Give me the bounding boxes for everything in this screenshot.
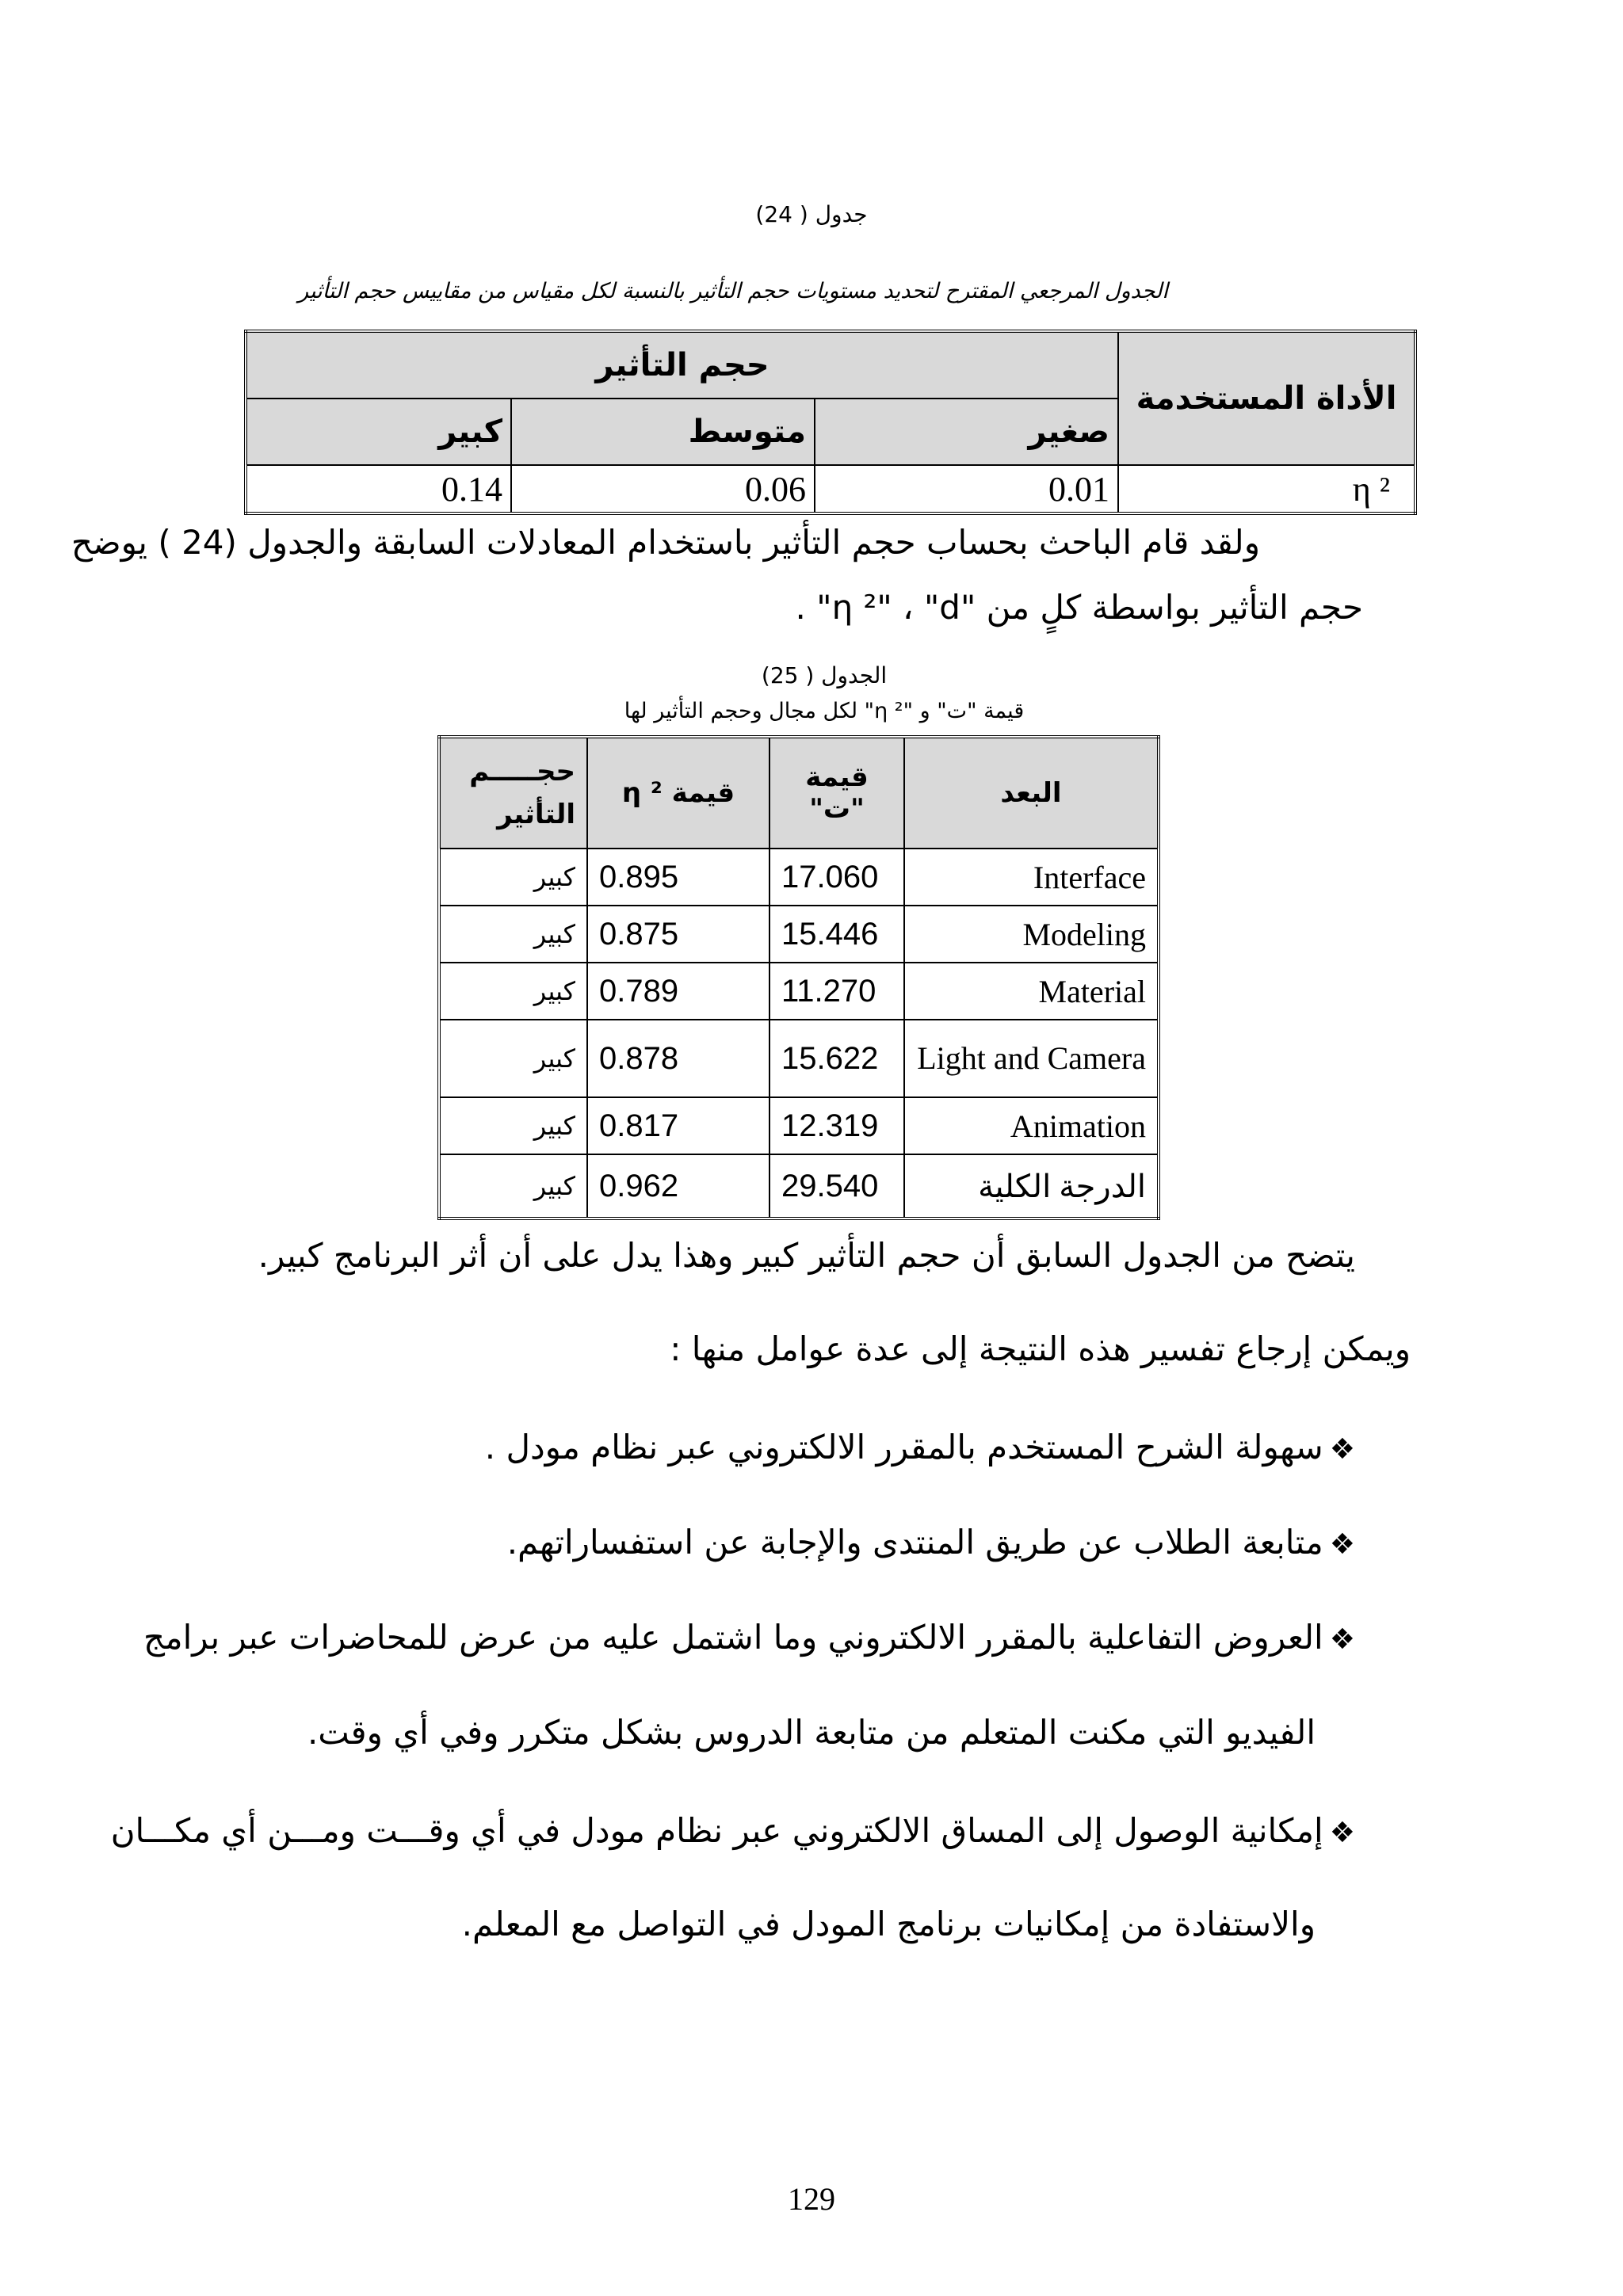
t-value-cell: 17.060 (769, 849, 904, 906)
tool-header: الأداة المستخدمة (1118, 331, 1415, 465)
large-value: 0.14 (246, 465, 511, 513)
eta-cell: 0.789 (587, 963, 769, 1020)
bullet-marker-icon: ❖ (1329, 1528, 1355, 1561)
large-header: كبير (246, 399, 511, 465)
bullet-marker-icon: ❖ (1329, 1623, 1355, 1656)
t-value-cell: 15.446 (769, 906, 904, 963)
bullet-continuation: والاستفادة من إمكانيات برنامج المودل في التواصل مع المعلم. (461, 1905, 1316, 1943)
table-row (439, 1097, 1159, 1154)
medium-header: متوسط (511, 399, 815, 465)
paragraph-line: ولقد قام الباحث بحساب حجم التأثير باستخدام المعادلات السابقة والجدول (24 ) يوضح (71, 523, 1260, 562)
table25-caption: قيمة "ت" و "η ²" لكل مجال وحجم التأثير لها (624, 699, 1025, 723)
effect-size-cell: كبير (439, 1020, 587, 1097)
paragraph: ويمكن إرجاع تفسير هذه النتيجة إلى عدة عوامل منها : (670, 1329, 1411, 1368)
t-value-cell: 15.622 (769, 1020, 904, 1097)
eta-cell: 0.895 (587, 849, 769, 906)
effect-size-cell: كبير (439, 906, 587, 963)
bullet-text: متابعة الطلاب عن طريق المنتدى والإجابة عن استفساراتهم. (506, 1523, 1323, 1562)
paragraph: يتضح من الجدول السابق أن حجم التأثير كبير وهذا يدل على أن أثر البرنامج كبير. (258, 1236, 1355, 1275)
dimension-cell: Interface (904, 849, 1159, 906)
small-value: 0.01 (815, 465, 1118, 513)
table-row (439, 963, 1159, 1020)
table-row (439, 849, 1159, 906)
bullet-item (111, 1811, 1355, 1850)
bullet-text: سهولة الشرح المستخدم بالمقرر الالكتروني عبر نظام مودل . (484, 1428, 1323, 1466)
table-row (439, 906, 1159, 963)
effect-size-cell: كبير (439, 1154, 587, 1219)
bullet-marker-icon: ❖ (1329, 1817, 1355, 1849)
effect-size-cell: كبير (439, 1097, 587, 1154)
bullet-item (485, 1428, 1355, 1466)
small-header: صغير (815, 399, 1118, 465)
t-value-cell: 12.319 (769, 1097, 904, 1154)
table-row (439, 1154, 1159, 1219)
t-value-cell: 29.540 (769, 1154, 904, 1219)
table24-number: جدول ( 24) (755, 201, 868, 227)
dimension-header: البعد (904, 737, 1159, 849)
page-number: 129 (788, 2181, 835, 2217)
dimension-cell: Animation (904, 1097, 1159, 1154)
table24-caption: الجدول المرجعي المقترح لتحديد مستويات حجم التأثير بالنسبة لكل مقياس من مقاييس حجم التأثير (298, 279, 1168, 303)
bullet-item (143, 1618, 1355, 1657)
eta-header: قيمة η ² (587, 737, 769, 849)
results-table (437, 735, 1160, 1220)
dimension-cell: Modeling (904, 906, 1159, 963)
bullet-marker-icon: ❖ (1329, 1433, 1355, 1466)
paragraph-line: حجم التأثير بواسطة كلٍ من "η ²" ، "d" . (795, 588, 1363, 627)
effect-size-header: حجـــــم التأثير (439, 737, 587, 849)
effect-size-cell: كبير (439, 963, 587, 1020)
bullet-text: إمكانية الوصول إلى المساق الالكتروني عبر نظام مودل في أي وقـــت ومـــن أي مكـــان (110, 1811, 1323, 1850)
dimension-cell: الدرجة الكلية (904, 1154, 1159, 1219)
t-value-header: قيمة "ت" (769, 737, 904, 849)
bullet-item (507, 1523, 1355, 1562)
tool-value: η ² (1118, 465, 1415, 513)
t-value-cell: 11.270 (769, 963, 904, 1020)
bullet-continuation: الفيديو التي مكنت المتعلم من متابعة الدروس بشكل متكرر وفي أي وقت. (307, 1713, 1316, 1752)
reference-table (244, 330, 1417, 515)
bullet-text: العروض التفاعلية بالمقرر الالكتروني وما اشتمل عليه من عرض للمحاضرات عبر برامج (143, 1618, 1323, 1657)
dimension-cell: Light and Camera (904, 1020, 1159, 1097)
effect-size-header: حجم التأثير (246, 331, 1118, 399)
effect-size-cell: كبير (439, 849, 587, 906)
eta-cell: 0.817 (587, 1097, 769, 1154)
table-row (439, 1020, 1159, 1097)
eta-cell: 0.875 (587, 906, 769, 963)
eta-cell: 0.878 (587, 1020, 769, 1097)
dimension-cell: Material (904, 963, 1159, 1020)
table25-number: الجدول ( 25) (761, 662, 888, 688)
medium-value: 0.06 (511, 465, 815, 513)
eta-cell: 0.962 (587, 1154, 769, 1219)
